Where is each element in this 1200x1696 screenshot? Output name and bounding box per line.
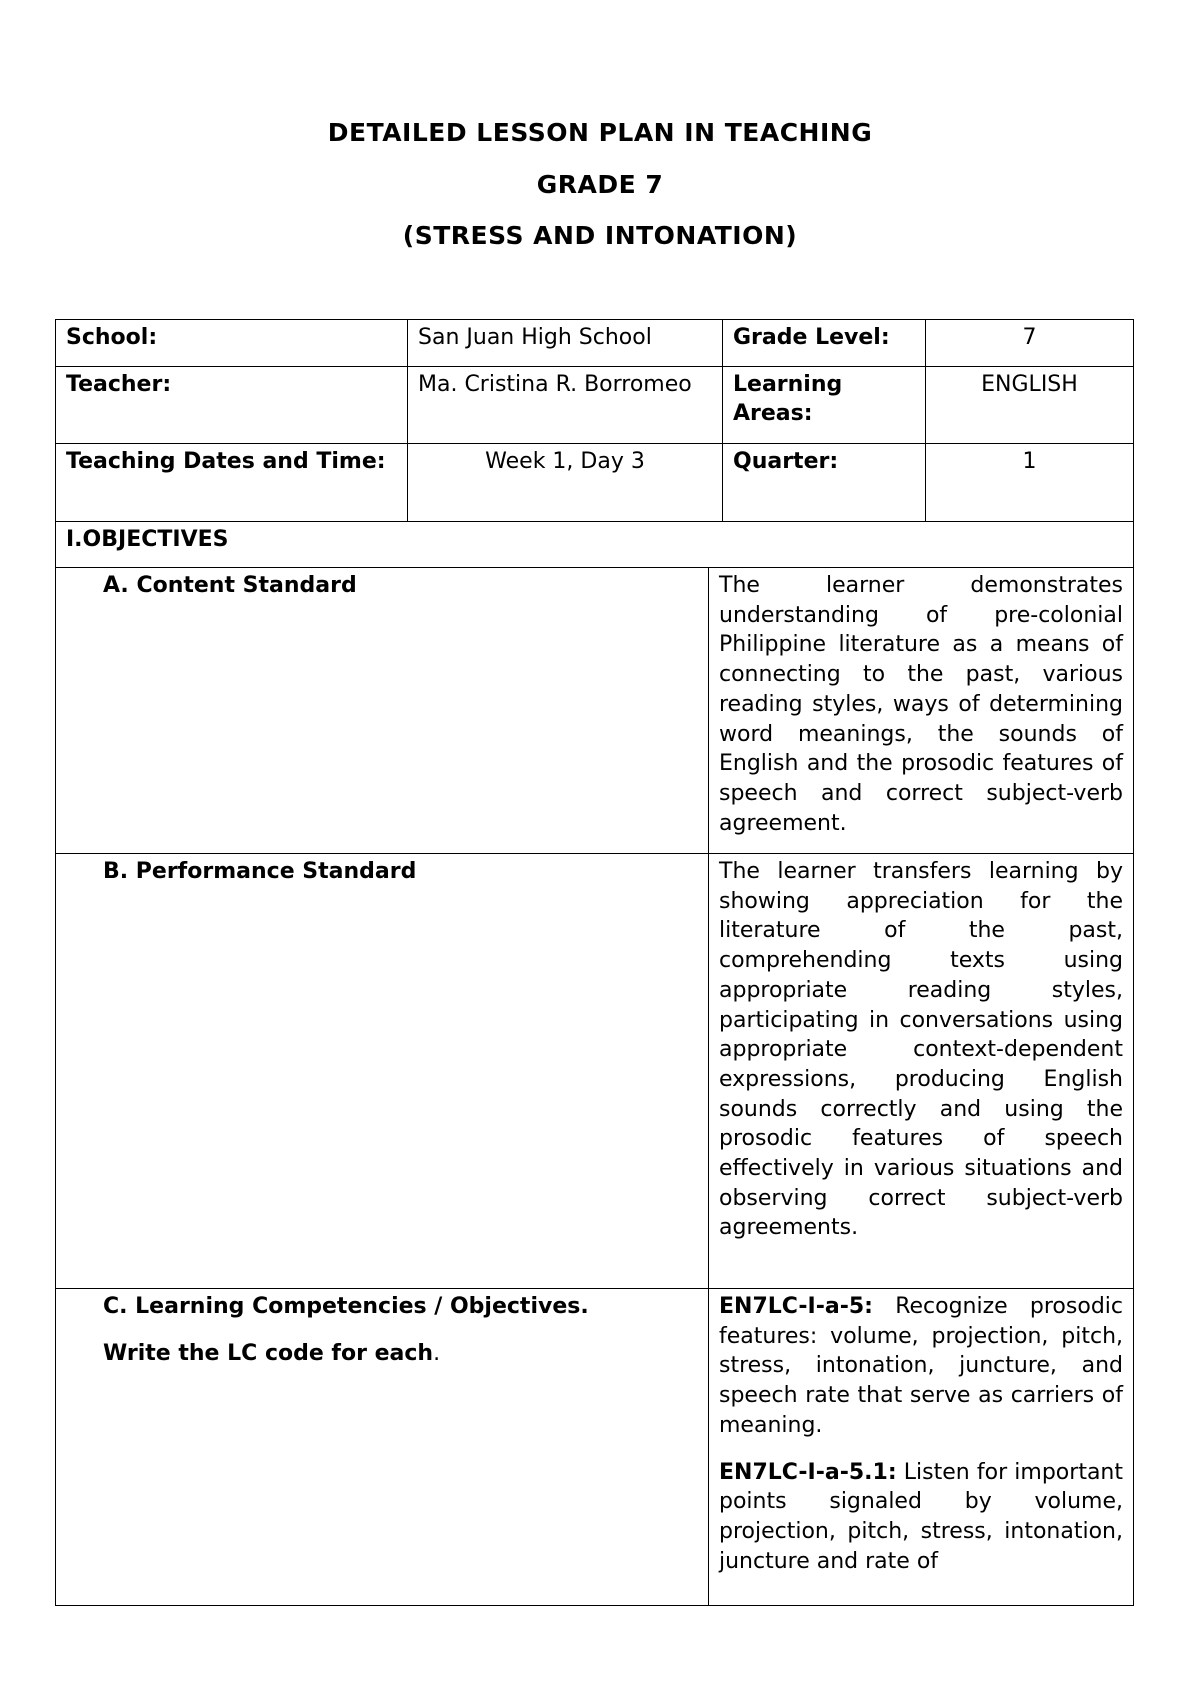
table-row bbox=[56, 854, 1134, 1289]
table-row bbox=[56, 522, 1134, 568]
content-standard-text: The learner demonstrates understanding of pre-colonial Philippine literature as a means of connecting to the past, various reading styles, ways of determining word meanings, the sounds of English and the prosodic features of speech and correct subject-verb agreement. bbox=[709, 568, 1134, 854]
table-row bbox=[56, 1289, 1134, 1606]
grade-level-value: 7 bbox=[926, 320, 1134, 367]
lc-code-2: EN7LC-I-a-5.1: bbox=[719, 1459, 897, 1485]
learning-areas-value: ENGLISH bbox=[926, 367, 1134, 444]
objectives-table bbox=[55, 521, 1134, 1606]
competencies-list bbox=[709, 1289, 1134, 1606]
teacher-label: Teacher: bbox=[56, 367, 408, 444]
document-title: DETAILED LESSON PLAN IN TEACHING bbox=[327, 118, 873, 147]
competencies-instruction bbox=[103, 1339, 698, 1369]
table-row bbox=[56, 568, 1134, 854]
objectives-heading: I.OBJECTIVES bbox=[56, 522, 1134, 568]
lc-code-1: EN7LC-I-a-5: bbox=[719, 1294, 873, 1319]
school-value: San Juan High School bbox=[408, 320, 723, 367]
teacher-value: Ma. Cristina R. Borromeo bbox=[408, 367, 723, 444]
lc-text-2: Listen for important points signaled by volume, projection, pitch, stress, intonation, juncture and rate of bbox=[719, 1459, 1123, 1574]
content-standard-label: A. Content Standard bbox=[56, 568, 709, 854]
competencies-instruction-text: Write the LC code for each bbox=[103, 1340, 434, 1366]
grade-level-label: Grade Level: bbox=[723, 320, 926, 367]
quarter-value: 1 bbox=[926, 444, 1134, 522]
teaching-dates-value: Week 1, Day 3 bbox=[408, 444, 723, 522]
competencies-label: C. Learning Competencies / Objectives. bbox=[103, 1294, 589, 1319]
competencies-instruction-period: . bbox=[433, 1340, 441, 1366]
school-label: School: bbox=[56, 320, 408, 367]
performance-standard-label: B. Performance Standard bbox=[56, 854, 709, 1289]
performance-standard-text: The learner transfers learning by showing appreciation for the literature of the past, comprehending texts using appropriate reading styles, participating in conversations using appropriate context-dependent expressions, producing English sounds correctly and using the prosodic features of speech effectively in various situations and observing correct subject-verb agreements. bbox=[709, 854, 1134, 1289]
lc-text-1: Recognize prosodic features: volume, projection, pitch, stress, intonation, juncture, and speech rate that serve as carriers of meaning. bbox=[719, 1294, 1123, 1438]
info-table bbox=[55, 319, 1134, 522]
grade-title: GRADE 7 bbox=[536, 170, 664, 199]
table-row bbox=[56, 444, 1134, 522]
teaching-dates-label: Teaching Dates and Time: bbox=[56, 444, 408, 522]
topic-title: (STRESS AND INTONATION) bbox=[402, 221, 798, 250]
quarter-label: Quarter: bbox=[723, 444, 926, 522]
table-row bbox=[56, 367, 1134, 444]
learning-areas-label: Learning Areas: bbox=[723, 367, 926, 444]
lc-item-1 bbox=[719, 1292, 1123, 1441]
competencies-cell bbox=[56, 1289, 709, 1606]
table-row bbox=[56, 320, 1134, 367]
lc-item-2 bbox=[719, 1458, 1123, 1577]
